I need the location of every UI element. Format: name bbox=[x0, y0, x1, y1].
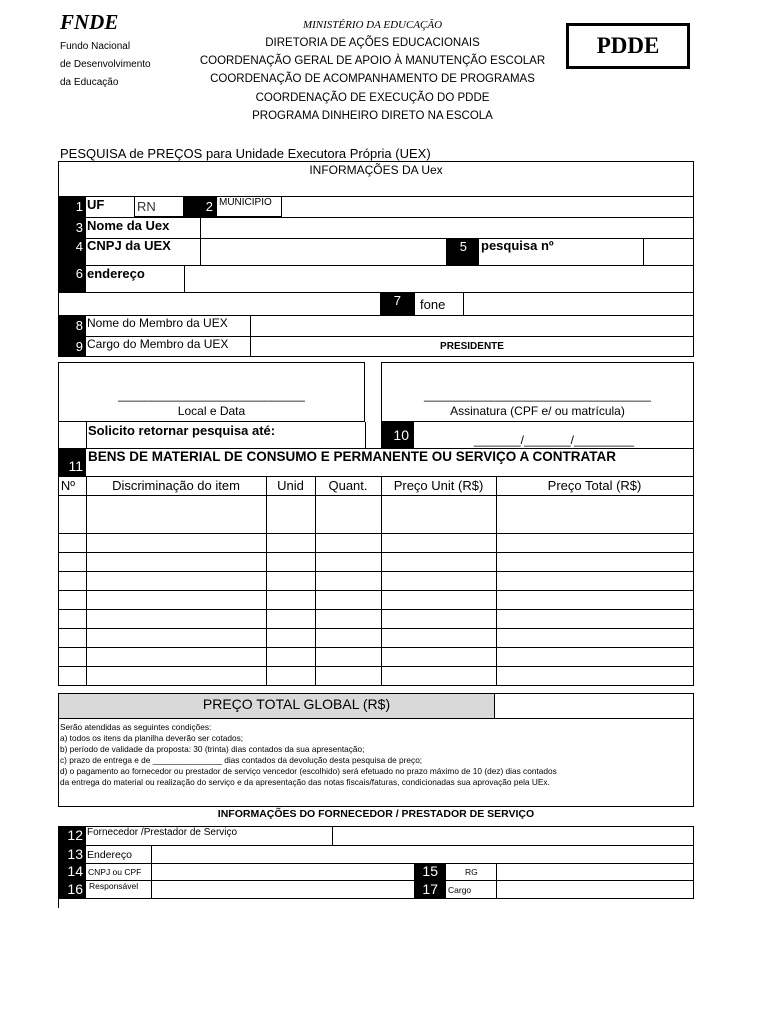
condition-d: d) o pagamento ao fornecedor ou prestador de serviço vencedor (escolhido) será efetuado no prazo máximo de 10 (dez) dias contados bbox=[60, 766, 557, 776]
table-row[interactable] bbox=[59, 648, 693, 666]
responsavel-label: Responsável bbox=[89, 881, 139, 891]
condition-d-cont: da entrega do material ou realização do serviço e da apresentação das notas fiscais/faturas, condicionadas sua aprovação pela UEx. bbox=[60, 777, 550, 787]
table-row[interactable] bbox=[59, 496, 693, 533]
ministry-title: MINISTÉRIO DA EDUCAÇÃO bbox=[302, 19, 443, 31]
field-number-1: 1 bbox=[58, 196, 86, 217]
field-number-4: 4 bbox=[58, 238, 86, 265]
pesquisa-label: pesquisa nº bbox=[481, 238, 554, 253]
forn-endereco-label: Endereço bbox=[87, 849, 132, 861]
field-number-11: 11 bbox=[58, 449, 86, 476]
field-number-8: 8 bbox=[58, 315, 86, 336]
org-name-line-3: da Educação bbox=[60, 77, 119, 88]
header-line-5: PROGRAMA DINHEIRO DIRETO NA ESCOLA bbox=[252, 110, 493, 122]
info-title: INFORMAÇÕES DA Uex bbox=[309, 163, 443, 177]
rg-label: RG bbox=[465, 867, 478, 877]
membro-cargo-label: Cargo do Membro da UEX bbox=[87, 337, 229, 351]
fone-label: fone bbox=[420, 297, 446, 312]
col-header-discriminacao: Discriminação do item bbox=[112, 478, 240, 493]
col-header-unid: Unid bbox=[277, 478, 304, 493]
cargo-input[interactable] bbox=[497, 881, 693, 897]
condition-b: b) período de validade da proposta: 30 (trinta) dias contados da sua apresentação; bbox=[60, 744, 365, 754]
field-number-10: 10 bbox=[381, 422, 414, 448]
membro-nome-input[interactable] bbox=[251, 316, 693, 335]
assinatura-label: Assinatura (CPF e/ ou matrícula) bbox=[450, 404, 625, 418]
field-number-3: 3 bbox=[58, 217, 86, 238]
fornecedor-input[interactable] bbox=[333, 827, 693, 844]
municipio-input[interactable] bbox=[282, 197, 693, 216]
table-row[interactable] bbox=[59, 610, 693, 628]
assinatura-line: __________________________________ bbox=[424, 388, 651, 402]
municipio-label: MUNICIPIO bbox=[216, 196, 282, 217]
field-number-2: 2 bbox=[184, 196, 216, 217]
field-number-15: 15 bbox=[414, 864, 446, 880]
endereco-input[interactable] bbox=[185, 266, 693, 291]
cnpj-cpf-input[interactable] bbox=[152, 864, 414, 879]
header-line-3: COORDENAÇÃO DE ACOMPANHAMENTO DE PROGRAMAS bbox=[210, 73, 535, 85]
preco-total-global-label: PREÇO TOTAL GLOBAL (R$) bbox=[59, 694, 495, 718]
retorno-date[interactable]: _______/_______/_________ bbox=[473, 433, 635, 447]
uf-label: UF bbox=[87, 197, 105, 212]
field-number-9: 9 bbox=[58, 336, 86, 357]
field-number-7: 7 bbox=[380, 292, 415, 315]
condition-c: c) prazo de entrega e de _______________ dias contados da devolução desta pesquisa de preço; bbox=[60, 755, 423, 765]
conditions-intro: Serão atendidas as seguintes condições: bbox=[60, 722, 212, 732]
membro-nome-label: Nome do Membro da UEX bbox=[87, 316, 228, 330]
local-data-label: Local e Data bbox=[177, 404, 246, 418]
fornecedor-title: INFORMAÇÕES DO FORNECEDOR / PRESTADOR DE SERVIÇO bbox=[217, 808, 535, 820]
membro-cargo-value[interactable]: PRESIDENTE bbox=[440, 341, 504, 352]
cnpj-uex-label: CNPJ da UEX bbox=[87, 238, 171, 253]
table-row[interactable] bbox=[59, 591, 693, 609]
cnpj-cpf-label: CNPJ ou CPF bbox=[88, 867, 142, 877]
col-header-preco-unit: Preço Unit (R$) bbox=[393, 478, 484, 493]
preco-total-global-value[interactable] bbox=[497, 694, 693, 718]
table-row[interactable] bbox=[59, 553, 693, 571]
org-name-line-1: Fundo Nacional bbox=[60, 41, 131, 52]
condition-a: a) todos os itens da planilha deverão ser cotados; bbox=[60, 733, 244, 743]
table-row[interactable] bbox=[59, 667, 693, 685]
header-line-1: DIRETORIA DE AÇÕES EDUCACIONAIS bbox=[265, 37, 480, 49]
field-number-16: 16 bbox=[58, 881, 86, 898]
header-line-4: COORDENAÇÃO DE EXECUÇÃO DO PDDE bbox=[255, 92, 490, 104]
bens-title: BENS DE MATERIAL DE CONSUMO E PERMANENTE OU SERVIÇO A CONTRATAR bbox=[88, 449, 617, 464]
field-number-12: 12 bbox=[58, 827, 86, 845]
nome-uex-input[interactable] bbox=[201, 218, 693, 237]
endereco-label: endereço bbox=[87, 266, 145, 281]
fornecedor-label: Fornecedor /Prestador de Serviço bbox=[87, 827, 238, 838]
forn-endereco-input[interactable] bbox=[152, 846, 693, 862]
nome-uex-label: Nome da Uex bbox=[87, 218, 170, 233]
solicito-label: Solicito retornar pesquisa até: bbox=[88, 423, 276, 438]
field-number-13: 13 bbox=[58, 846, 86, 863]
org-name-line-2: de Desenvolvimento bbox=[60, 59, 151, 70]
rg-input[interactable] bbox=[497, 864, 693, 879]
col-header-quant: Quant. bbox=[328, 478, 368, 493]
local-data-line: ____________________________ bbox=[118, 388, 305, 402]
cargo-label: Cargo bbox=[448, 885, 472, 895]
responsavel-input[interactable] bbox=[152, 881, 414, 897]
field-number-6: 6 bbox=[58, 265, 86, 292]
field-number-14: 14 bbox=[58, 864, 86, 880]
pesquisa-input[interactable] bbox=[644, 239, 693, 264]
cnpj-uex-input[interactable] bbox=[201, 239, 445, 264]
fnde-logo: FNDE bbox=[60, 10, 119, 34]
col-header-preco-total: Preço Total (R$) bbox=[547, 478, 642, 493]
fone-input[interactable] bbox=[464, 293, 693, 314]
table-row[interactable] bbox=[59, 629, 693, 647]
pdde-badge: PDDE bbox=[566, 23, 690, 69]
field-number-5: 5 bbox=[446, 238, 479, 265]
uf-field[interactable]: RN bbox=[134, 196, 184, 217]
table-row[interactable] bbox=[59, 534, 693, 552]
table-row[interactable] bbox=[59, 572, 693, 590]
field-number-17: 17 bbox=[414, 881, 446, 898]
col-header-numero: Nº bbox=[60, 478, 76, 493]
header-line-2: COORDENAÇÃO GERAL DE APOIO À MANUTENÇÃO ESCOLAR bbox=[199, 55, 546, 67]
form-title: PESQUISA de PREÇOS para Unidade Executora Própria (UEX) bbox=[60, 146, 431, 161]
